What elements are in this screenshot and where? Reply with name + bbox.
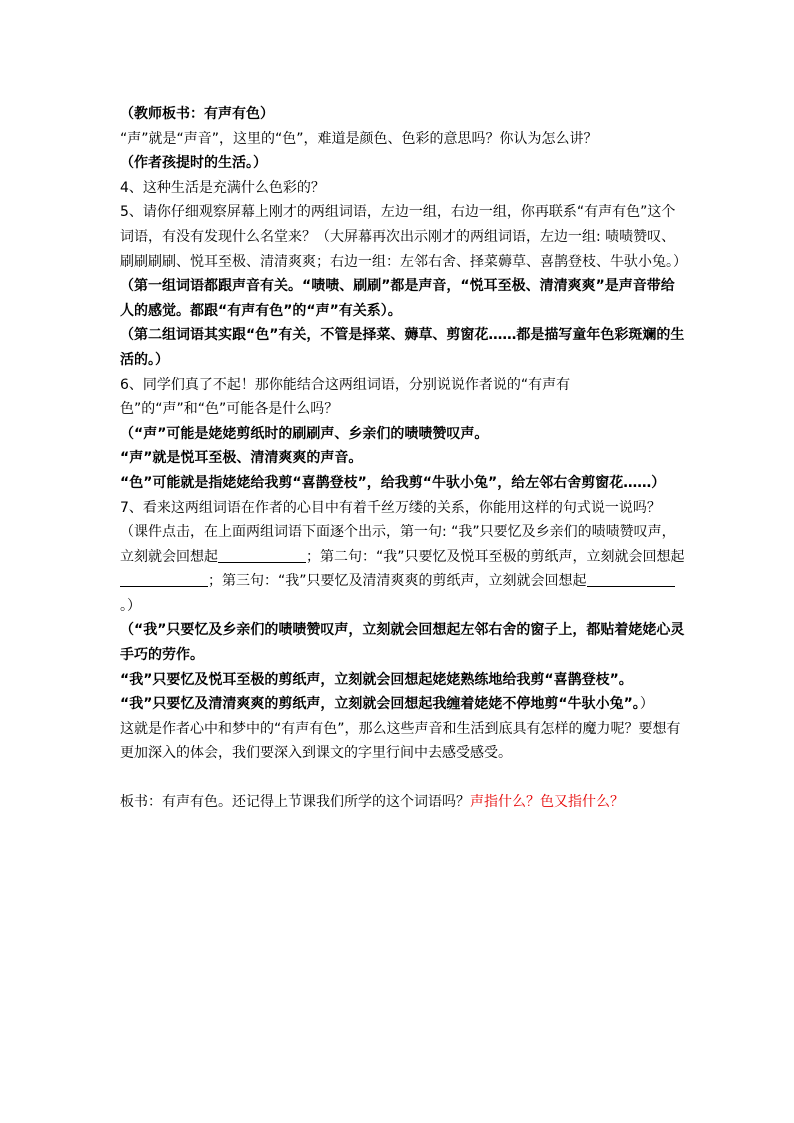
question-7: 7、看来这两组词语在作者的心目中有着千丝万缕的关系，你能用这样的句式说一说吗？	[120, 499, 661, 516]
board-review: 板书：有声有色。还记得上节课我们所学的这个词语吗？声指什么？色又指什么？	[120, 794, 624, 811]
answer-sentence-3: “我”只要忆及清清爽爽的剪纸声，立刻就会回想起我缠着姥姥不停地剪“牛驮小兔”。）	[120, 696, 654, 713]
answer-childhood-life: （作者孩提时的生活。）	[120, 155, 267, 172]
answer-group-two: （第二组词语其实跟“色”有关，不管是择菜、薅草、剪窗花……都是描写童年色彩斑斓的生活的。）	[120, 327, 685, 368]
answer-sound-2: “声”就是悦耳至极、清清爽爽的声音。	[120, 450, 363, 467]
question-5: 5、请你仔细观察屏幕上刚才的两组词语，左边一组，右边一组，你再联系“有声有色”这个词语，有没有发现什么名堂来？（大屏幕再次出示刚才的两组词语，左边一组: 啧啧赞叹、刷刷刷刷、悦耳至极、清清爽爽；右边一组：左邻右舍、择菜薅草、喜鹊登枝、牛驮小兔。）	[120, 204, 687, 270]
answer-sentence-2: “我”只要忆及悦耳至极的剪纸声，立刻就会回想起姥姥熟练地给我剪“喜鹊登枝”。	[120, 671, 633, 688]
teacher-board-note: （教师板书：有声有色）	[120, 106, 274, 122]
answer-sound-1: （“声”可能是姥姥剪纸时的刷刷声、乡亲们的啧啧赞叹声。	[120, 425, 489, 442]
question-4: 4、这种生活是充满什么色彩的？	[120, 179, 325, 196]
sentence-pattern-prompt: （课件点击，在上面两组词语下面逐个出示，第一句: “我”只要忆及乡亲们的啧啧赞叹声，立刻就会回想起 ；第二句：“我”只要忆及悦耳至极的剪纸声，立刻就会回想起；第三句：“我”只要忆及清清爽爽的剪纸声，立刻就会回想起。）	[120, 524, 685, 614]
fill-blank-3	[587, 572, 675, 587]
document-body	[120, 102, 686, 815]
answer-group-one: （第一组词语都跟声音有关。“啧啧、刷刷”都是声音，“悦耳至极、清清爽爽”是声音带给人的感觉。都跟“有声有色”的“声”有关系）。	[120, 278, 675, 319]
answer-sentence-1: （“我”只要忆及乡亲们的啧啧赞叹声，立刻就会回想起左邻右舍的窗子上，都贴着姥姥心灵手巧的劳作。	[120, 622, 685, 664]
paragraph-summary: 这就是作者心中和梦中的“有声有色”，那么这些声音和生活到底具有怎样的魔力呢？要想有更加深入的体会，我们要深入到课文的字里行间中去感受感受。	[120, 720, 681, 762]
answer-color: “色”可能就是指姥姥给我剪“喜鹊登枝”，给我剪“牛驮小兔”，给左邻右舍剪窗花……）	[120, 474, 666, 491]
fill-blank-2	[120, 572, 208, 587]
paragraph-question-color: “声”就是“声音”，这里的“色”，难道是颜色、色彩的意思吗？你认为怎么讲？	[120, 130, 598, 147]
fill-blank-1	[218, 548, 306, 563]
question-6: 6、同学们真了不起！那你能结合这两组词语，分别说说作者说的“有声有色”的“声”和“色”可能各是什么吗？	[120, 376, 571, 418]
red-question: 声指什么？色又指什么？	[470, 794, 624, 811]
